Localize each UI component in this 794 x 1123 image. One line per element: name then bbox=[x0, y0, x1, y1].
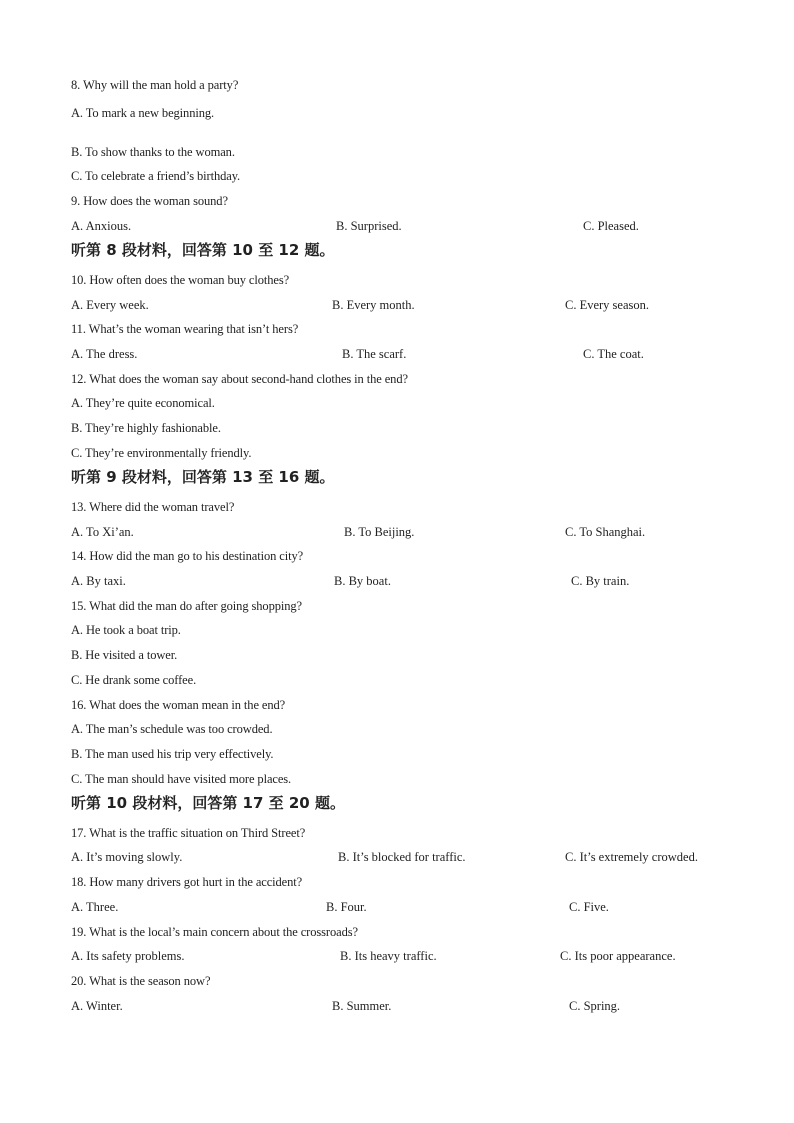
option-c: C. Every season. bbox=[565, 298, 650, 312]
question-stem: 11. What’s the woman wearing that isn’t hers? bbox=[71, 322, 299, 336]
option-b: B. The scarf. bbox=[342, 347, 407, 361]
option-b: B. Four. bbox=[326, 900, 367, 914]
question-stem: 9. How does the woman sound? bbox=[71, 194, 228, 208]
option-b: B. Its heavy traffic. bbox=[340, 949, 437, 963]
option-c: C. The man should have visited more places. bbox=[71, 772, 292, 786]
question-stem: 13. Where did the woman travel? bbox=[71, 500, 235, 514]
question-stem: 14. How did the man go to his destination city? bbox=[71, 549, 304, 563]
question-stem: 12. What does the woman say about second-hand clothes in the end? bbox=[71, 372, 408, 386]
option-a: A. Its safety problems. bbox=[71, 949, 185, 963]
question-stem: 19. What is the local’s main concern about the crossroads? bbox=[71, 925, 358, 939]
option-c: C. To celebrate a friend’s birthday. bbox=[71, 169, 241, 183]
option-a: A. Winter. bbox=[71, 999, 123, 1013]
option-c: C. It’s extremely crowded. bbox=[565, 850, 698, 864]
question-stem: 10. How often does the woman buy clothes? bbox=[71, 273, 290, 287]
section-heading: 听第 10 段材料，回答第 17 至 20 题。 bbox=[71, 794, 345, 812]
question-stem: 17. What is the traffic situation on Third Street? bbox=[71, 826, 306, 840]
option-b: B. Surprised. bbox=[336, 219, 402, 233]
option-c: C. He drank some coffee. bbox=[71, 673, 197, 687]
question-stem: 8. Why will the man hold a party? bbox=[71, 78, 239, 92]
option-b: B. He visited a tower. bbox=[71, 648, 178, 662]
option-a: A. By taxi. bbox=[71, 574, 126, 588]
option-a: A. Every week. bbox=[71, 298, 149, 312]
option-a: A. To Xi’an. bbox=[71, 525, 134, 539]
question-stem: 15. What did the man do after going shopping? bbox=[71, 599, 302, 613]
option-c: C. By train. bbox=[571, 574, 630, 588]
option-c: C. Pleased. bbox=[583, 219, 639, 233]
option-a: A. The man’s schedule was too crowded. bbox=[71, 722, 273, 736]
option-c: C. They’re environmentally friendly. bbox=[71, 446, 252, 460]
option-a: A. To mark a new beginning. bbox=[71, 106, 215, 120]
question-stem: 20. What is the season now? bbox=[71, 974, 211, 988]
option-a: A. Anxious. bbox=[71, 219, 132, 233]
option-c: C. Five. bbox=[569, 900, 609, 914]
option-a: A. He took a boat trip. bbox=[71, 623, 181, 637]
option-b: B. It’s blocked for traffic. bbox=[338, 850, 466, 864]
option-b: B. Summer. bbox=[332, 999, 392, 1013]
option-a: A. They’re quite economical. bbox=[71, 396, 215, 410]
question-stem: 18. How many drivers got hurt in the accident? bbox=[71, 875, 303, 889]
option-b: B. To show thanks to the woman. bbox=[71, 145, 235, 159]
option-c: C. The coat. bbox=[583, 347, 644, 361]
option-b: B. To Beijing. bbox=[344, 525, 415, 539]
option-a: A. The dress. bbox=[71, 347, 138, 361]
option-c: C. Spring. bbox=[569, 999, 621, 1013]
option-b: B. Every month. bbox=[332, 298, 415, 312]
option-c: C. To Shanghai. bbox=[565, 525, 646, 539]
option-a: A. Three. bbox=[71, 900, 119, 914]
option-c: C. Its poor appearance. bbox=[560, 949, 676, 963]
option-b: B. They’re highly fashionable. bbox=[71, 421, 221, 435]
option-a: A. It’s moving slowly. bbox=[71, 850, 183, 864]
section-heading: 听第 9 段材料，回答第 13 至 16 题。 bbox=[71, 468, 335, 486]
question-stem: 16. What does the woman mean in the end? bbox=[71, 698, 286, 712]
option-b: B. The man used his trip very effectively. bbox=[71, 747, 274, 761]
option-b: B. By boat. bbox=[334, 574, 391, 588]
section-heading: 听第 8 段材料，回答第 10 至 12 题。 bbox=[71, 241, 335, 259]
